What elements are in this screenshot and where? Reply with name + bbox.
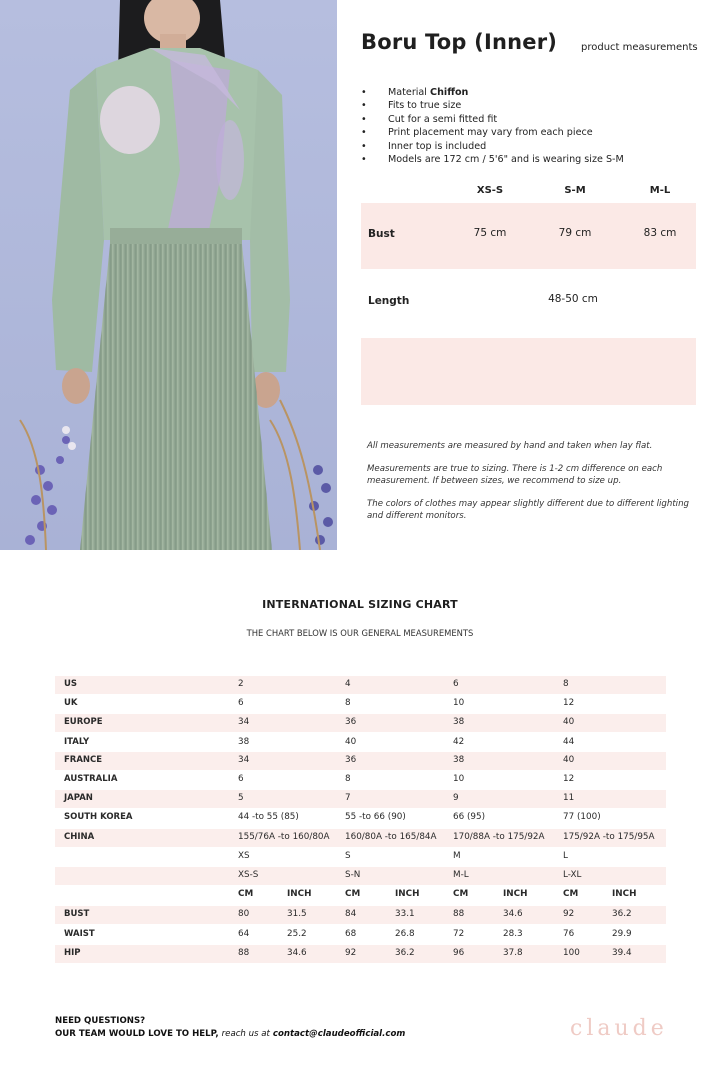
table-cell: 92 xyxy=(563,909,575,919)
table-cell: 6 xyxy=(238,774,244,784)
row-label: JAPAN xyxy=(64,793,93,803)
table-cell: 8 xyxy=(563,679,569,689)
table-cell: 34.6 xyxy=(503,909,523,919)
unit-header-cell: CM xyxy=(563,889,579,899)
bust-value: 79 cm xyxy=(558,227,592,239)
intl-table-row xyxy=(55,752,666,770)
footer-help xyxy=(55,1015,405,1041)
unit-header-row xyxy=(55,886,666,904)
unit-header-cell: INCH xyxy=(287,889,312,899)
table-cell: 92 xyxy=(345,948,357,958)
feature-list xyxy=(361,86,624,166)
table-cell: 28.3 xyxy=(503,929,523,939)
table-cell: XS-S xyxy=(238,870,259,880)
table-cell: 55 -to 66 (90) xyxy=(345,812,406,822)
table-cell: 38 xyxy=(453,755,465,765)
table-cell: 37.8 xyxy=(503,948,523,958)
table-cell: XS xyxy=(238,851,250,861)
contact-email-link[interactable]: contact@claudeofficial.com xyxy=(272,1029,406,1039)
table-cell: 68 xyxy=(345,929,357,939)
table-cell: 84 xyxy=(345,909,357,919)
row-label: UK xyxy=(64,698,78,708)
row-label: ITALY xyxy=(64,737,90,747)
table-cell: 29.9 xyxy=(612,929,632,939)
table-cell: 42 xyxy=(453,737,465,747)
table-cell: 10 xyxy=(453,774,465,784)
table-cell: S xyxy=(345,851,351,861)
table-cell: 4 xyxy=(345,679,351,689)
row-label: BUST xyxy=(64,909,90,919)
feature-item: • Fits to true size xyxy=(361,99,624,112)
row-label: CHINA xyxy=(64,832,95,842)
measurement-row xyxy=(55,926,666,944)
row-label: US xyxy=(64,679,78,689)
intl-table-row xyxy=(55,714,666,732)
intl-table-row xyxy=(55,829,666,847)
table-cell: 76 xyxy=(563,929,575,939)
note-colors: The colors of clothes may appear slightly different due to different lighting and different monitors. xyxy=(367,499,689,521)
size-header-s-m: S-M xyxy=(564,185,586,196)
table-cell: 31.5 xyxy=(287,909,307,919)
table-cell: 38 xyxy=(238,737,250,747)
size-header-m-l: M-L xyxy=(649,185,671,196)
table-cell: 34.6 xyxy=(287,948,307,958)
table-cell: 96 xyxy=(453,948,465,958)
unit-header-cell: INCH xyxy=(395,889,420,899)
intl-chart-title: INTERNATIONAL SIZING CHART xyxy=(262,598,458,611)
table-cell: 40 xyxy=(563,755,575,765)
table-cell: 40 xyxy=(345,737,357,747)
row-label: SOUTH KOREA xyxy=(64,812,133,822)
table-cell: S-N xyxy=(345,870,361,880)
row-label: WAIST xyxy=(64,929,95,939)
table-cell: 155/76A -to 160/80A xyxy=(238,832,330,842)
intl-table-row xyxy=(55,676,666,694)
table-cell: 12 xyxy=(563,774,575,784)
table-cell: 8 xyxy=(345,774,351,784)
table-cell: 44 xyxy=(563,737,575,747)
unit-header-cell: CM xyxy=(453,889,469,899)
product-photo xyxy=(0,0,337,550)
table-cell: 77 (100) xyxy=(563,812,601,822)
product-measurements-label: product measurements xyxy=(581,42,698,53)
feature-item: • Models are 172 cm / 5'6" and is wearing size S-M xyxy=(361,153,624,166)
table-cell: 10 xyxy=(453,698,465,708)
footer-help-line: OUR TEAM WOULD LOVE TO HELP, reach us at contact@claudeofficial.com xyxy=(55,1029,406,1039)
brand-logo: claude xyxy=(570,1016,668,1041)
row-label: HIP xyxy=(64,948,81,958)
intl-table-row xyxy=(55,771,666,789)
table-cell: 100 xyxy=(563,948,580,958)
table-cell: L xyxy=(563,851,568,861)
row-label: FRANCE xyxy=(64,755,103,765)
feature-item: • Material Chiffon xyxy=(361,86,624,99)
table-cell: 66 (95) xyxy=(453,812,486,822)
table-cell: 9 xyxy=(453,793,459,803)
table-cell: 72 xyxy=(453,929,465,939)
table-cell: L-XL xyxy=(563,870,582,880)
unit-header-cell: INCH xyxy=(612,889,637,899)
intl-chart-subtitle: THE CHART BELOW IS OUR GENERAL MEASUREMENTS xyxy=(246,628,474,638)
table-cell: 88 xyxy=(238,948,250,958)
table-cell: 44 -to 55 (85) xyxy=(238,812,299,822)
feature-item: • Print placement may vary from each piece xyxy=(361,126,624,139)
table-cell: 88 xyxy=(453,909,465,919)
product-title: Boru Top (Inner) xyxy=(361,30,558,54)
feature-item: • Inner top is included xyxy=(361,140,624,153)
table-cell: 36 xyxy=(345,717,357,727)
table-cell: M xyxy=(453,851,461,861)
table-cell: 11 xyxy=(563,793,575,803)
table-cell: 2 xyxy=(238,679,244,689)
table-cell: 36.2 xyxy=(612,909,632,919)
table-cell: 6 xyxy=(238,698,244,708)
table-cell: 7 xyxy=(345,793,351,803)
intl-table-row xyxy=(55,734,666,752)
row-label: AUSTRALIA xyxy=(64,774,118,784)
note-true-to-size: Measurements are true to sizing. There is 1-2 cm difference on each measurement. If between sizes, we recommend to size up. xyxy=(367,464,663,486)
intl-table-row xyxy=(55,848,666,866)
table-cell: 5 xyxy=(238,793,244,803)
measurement-row xyxy=(55,945,666,963)
table-cell: 12 xyxy=(563,698,575,708)
table-cell: 34 xyxy=(238,755,250,765)
table-cell: 25.2 xyxy=(287,929,307,939)
row-label: EUROPE xyxy=(64,717,103,727)
table-cell: 6 xyxy=(453,679,459,689)
table-cell: 39.4 xyxy=(612,948,632,958)
table-cell: 64 xyxy=(238,929,250,939)
table-cell: 80 xyxy=(238,909,250,919)
intl-table-row xyxy=(55,695,666,713)
unit-header-cell: CM xyxy=(345,889,361,899)
feature-item: • Cut for a semi fitted fit xyxy=(361,113,624,126)
table-cell: 33.1 xyxy=(395,909,415,919)
table-cell: 26.8 xyxy=(395,929,415,939)
table-cell: 34 xyxy=(238,717,250,727)
footer-question: NEED QUESTIONS? xyxy=(55,1016,146,1026)
empty-row-band xyxy=(361,338,696,405)
table-cell: 8 xyxy=(345,698,351,708)
bust-label: Bust xyxy=(368,228,395,240)
table-cell: M-L xyxy=(453,870,469,880)
table-cell: 175/92A -to 175/95A xyxy=(563,832,655,842)
length-value: 48-50 cm xyxy=(548,293,598,305)
intl-table-row xyxy=(55,867,666,885)
table-cell: 170/88A -to 175/92A xyxy=(453,832,545,842)
intl-table-row xyxy=(55,790,666,808)
table-cell: 160/80A -to 165/84A xyxy=(345,832,437,842)
measurement-row xyxy=(55,906,666,924)
table-cell: 40 xyxy=(563,717,575,727)
bust-value: 83 cm xyxy=(643,227,677,239)
size-header-xs-s: XS-S xyxy=(476,185,504,196)
table-cell: 38 xyxy=(453,717,465,727)
length-label: Length xyxy=(368,295,410,307)
unit-header-cell: CM xyxy=(238,889,254,899)
intl-table-row xyxy=(55,809,666,827)
bust-value: 75 cm xyxy=(473,227,507,239)
table-cell: 36.2 xyxy=(395,948,415,958)
table-cell: 36 xyxy=(345,755,357,765)
unit-header-cell: INCH xyxy=(503,889,528,899)
note-hand-measured: All measurements are measured by hand and taken when lay flat. xyxy=(367,441,653,451)
